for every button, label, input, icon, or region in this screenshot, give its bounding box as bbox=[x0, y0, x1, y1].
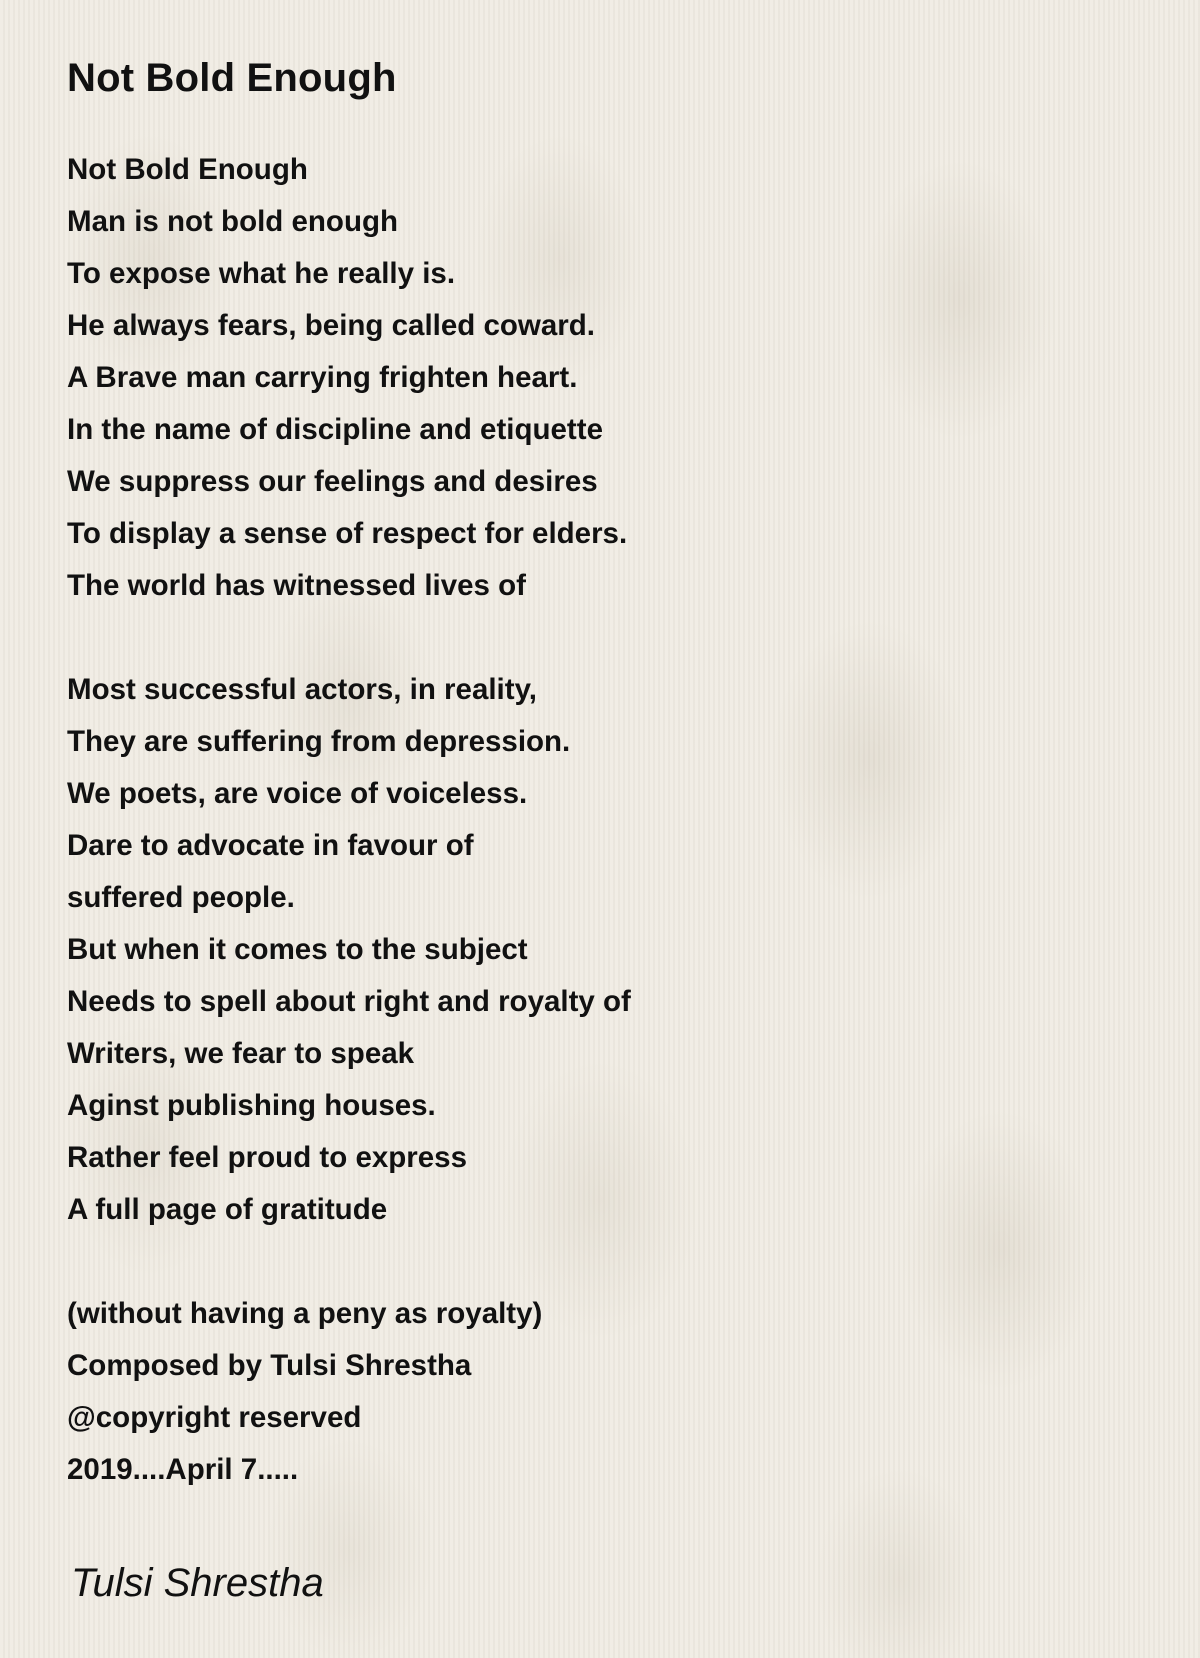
poem-line: But when it comes to the subject bbox=[67, 933, 528, 966]
poem-line: Not Bold Enough bbox=[67, 153, 308, 186]
poem-line: They are suffering from depression. bbox=[67, 725, 571, 758]
poem-line: He always fears, being called coward. bbox=[67, 309, 595, 342]
poem-title: Not Bold Enough bbox=[67, 56, 397, 100]
poem-line: We poets, are voice of voiceless. bbox=[67, 777, 528, 810]
poem-line: suffered people. bbox=[67, 881, 295, 914]
poem-line: A Brave man carrying frighten heart. bbox=[67, 361, 578, 394]
poem-body bbox=[67, 144, 1127, 1496]
poem-line: Needs to spell about right and royalty of bbox=[67, 985, 631, 1018]
author-name: Tulsi Shrestha bbox=[71, 1561, 324, 1605]
poem-line: 2019....April 7..... bbox=[67, 1453, 299, 1486]
stanza-break bbox=[67, 612, 1127, 664]
poem-line: Rather feel proud to express bbox=[67, 1141, 467, 1174]
poem-line: Aginst publishing houses. bbox=[67, 1089, 436, 1122]
poem-line: In the name of discipline and etiquette bbox=[67, 413, 603, 446]
poem-line: A full page of gratitude bbox=[67, 1193, 388, 1226]
stanza-break bbox=[67, 1236, 1127, 1288]
poem-line: We suppress our feelings and desires bbox=[67, 465, 598, 498]
poem-line: Composed by Tulsi Shrestha bbox=[67, 1349, 472, 1382]
poem-line: Man is not bold enough bbox=[67, 205, 399, 238]
poem-line: Writers, we fear to speak bbox=[67, 1037, 415, 1070]
poem-line: To expose what he really is. bbox=[67, 257, 456, 290]
poem-line: To display a sense of respect for elders. bbox=[67, 517, 628, 550]
poem-line: Dare to advocate in favour of bbox=[67, 829, 474, 862]
poem-page bbox=[67, 48, 1127, 1496]
poem-line: @copyright reserved bbox=[67, 1401, 362, 1434]
poem-line: (without having a peny as royalty) bbox=[67, 1297, 543, 1330]
poem-line: The world has witnessed lives of bbox=[67, 569, 527, 602]
poem-line: Most successful actors, in reality, bbox=[67, 673, 537, 706]
